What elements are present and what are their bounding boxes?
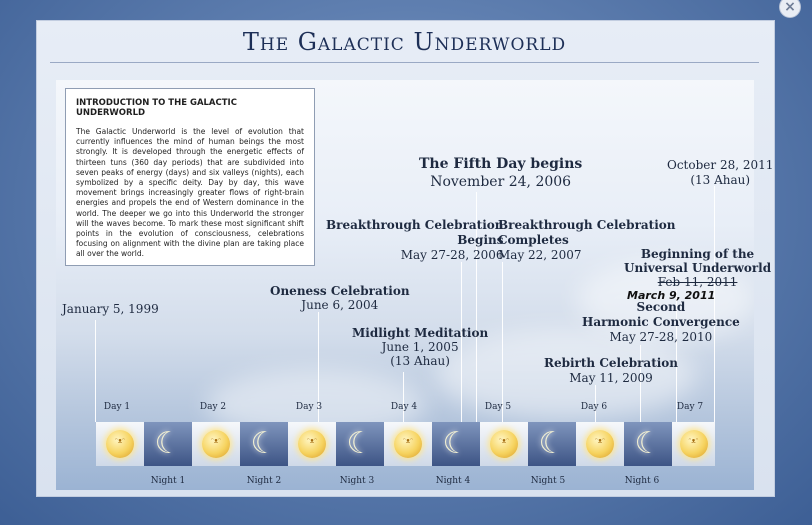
sun-face-icon xyxy=(298,430,326,458)
event-rebirth xyxy=(544,356,678,386)
night-label: Night 5 xyxy=(530,476,566,486)
event-note: (13 Ahau) xyxy=(690,173,751,187)
day-label: Day 6 xyxy=(580,402,608,412)
event-title: Oneness Celebration xyxy=(270,284,410,298)
crescent-moon-icon: ☾ xyxy=(634,426,662,461)
event-end xyxy=(667,158,773,188)
event-date: June 1, 2005 xyxy=(381,340,459,354)
event-title: Harmonic Convergence xyxy=(582,315,740,329)
event-date: October 28, 2011 xyxy=(667,158,774,172)
event-line xyxy=(403,372,404,422)
page-title: The Galactic Underworld xyxy=(242,28,567,56)
event-line xyxy=(95,320,96,422)
event-start xyxy=(62,302,159,316)
crescent-moon-icon: ☾ xyxy=(346,426,374,461)
night-cell xyxy=(624,422,672,466)
crescent-moon-icon: ☾ xyxy=(250,426,278,461)
event-date: May 27-28, 2006 xyxy=(400,248,504,262)
sun-face-icon xyxy=(680,430,708,458)
night-label: Night 2 xyxy=(246,476,282,486)
day-cell xyxy=(672,422,715,466)
night-label: Night 3 xyxy=(339,476,375,486)
event-universal xyxy=(624,247,771,289)
day-label: Day 7 xyxy=(676,402,704,412)
event-date: January 5, 1999 xyxy=(62,302,159,316)
night-cell xyxy=(336,422,384,466)
sun-face-icon xyxy=(490,430,518,458)
event-date: November 24, 2006 xyxy=(430,174,572,190)
sun-face-icon xyxy=(202,430,230,458)
intro-heading: INTRODUCTION TO THE GALACTIC UNDERWORLD xyxy=(76,98,237,118)
day-cell xyxy=(576,422,624,466)
event-breakthrough-begins xyxy=(326,218,504,263)
event-date: May 22, 2007 xyxy=(498,248,582,262)
night-cell xyxy=(528,422,576,466)
day-cell xyxy=(192,422,240,466)
night-cell xyxy=(144,422,192,466)
intro-body: The Galactic Underworld is the level of evolution that currently influences the mind of human beings the most strongly. It is developed through the energetic effects of thirteen tuns (360 day periods) that are subdivided into seven peaks of energy (days) and six valleys (nights), each symbolized by a specific deity. Day by day, this wave movement brings increasingly greater flows of right-brain energies and propels the end of Western dominance in the world. The deeper we go into this Underworld the stronger will the waves become. To mark these most significant shift points in the evolution of consciousness, celebrations focusing on alignment with the divine plan are taking place all over the world. xyxy=(76,127,304,259)
event-title: Breakthrough Celebration xyxy=(498,218,676,232)
day-cell xyxy=(480,422,528,466)
day-label: Day 2 xyxy=(199,402,227,412)
event-title: Midlight Meditation xyxy=(352,326,489,340)
event-struck-date: Feb 11, 2011 xyxy=(657,275,738,289)
title-divider xyxy=(50,62,759,63)
intro-box xyxy=(65,88,315,266)
event-title: Beginning of the xyxy=(640,247,755,261)
event-title: Second xyxy=(636,300,686,314)
crescent-moon-icon: ☾ xyxy=(154,426,182,461)
event-midlight xyxy=(352,326,488,368)
event-title: Completes xyxy=(498,233,569,247)
handwritten-date: March 9, 2011 xyxy=(627,289,716,302)
day-cell xyxy=(384,422,432,466)
event-oneness xyxy=(270,284,410,312)
day-label: Day 3 xyxy=(295,402,323,412)
day-label: Day 1 xyxy=(103,402,131,412)
event-title: Rebirth Celebration xyxy=(544,356,679,370)
crescent-moon-icon: ☾ xyxy=(538,426,566,461)
event-note: (13 Ahau) xyxy=(390,354,450,368)
day-label: Day 4 xyxy=(390,402,418,412)
sun-face-icon xyxy=(106,430,134,458)
close-button[interactable]: × xyxy=(779,0,801,18)
night-cell xyxy=(240,422,288,466)
event-title: The Fifth Day begins xyxy=(419,156,583,172)
night-label: Night 6 xyxy=(624,476,660,486)
event-date: May 27-28, 2010 xyxy=(609,330,713,344)
event-line xyxy=(502,262,503,422)
event-fifth-day xyxy=(419,155,582,191)
day-night-strip xyxy=(96,422,715,466)
night-label: Night 1 xyxy=(150,476,186,486)
event-date: June 6, 2004 xyxy=(301,298,379,312)
day-label: Day 5 xyxy=(484,402,512,412)
sun-face-icon xyxy=(586,430,614,458)
event-title: Breakthrough Celebration xyxy=(326,218,504,232)
night-label: Night 4 xyxy=(435,476,471,486)
event-title: Universal Underworld xyxy=(624,261,772,275)
sun-face-icon xyxy=(394,430,422,458)
night-cell xyxy=(432,422,480,466)
day-cell xyxy=(288,422,336,466)
event-title: Begins xyxy=(457,233,504,247)
day-cell xyxy=(96,422,144,466)
crescent-moon-icon: ☾ xyxy=(442,426,470,461)
event-date: May 11, 2009 xyxy=(569,371,653,385)
event-harmonic xyxy=(582,300,740,345)
